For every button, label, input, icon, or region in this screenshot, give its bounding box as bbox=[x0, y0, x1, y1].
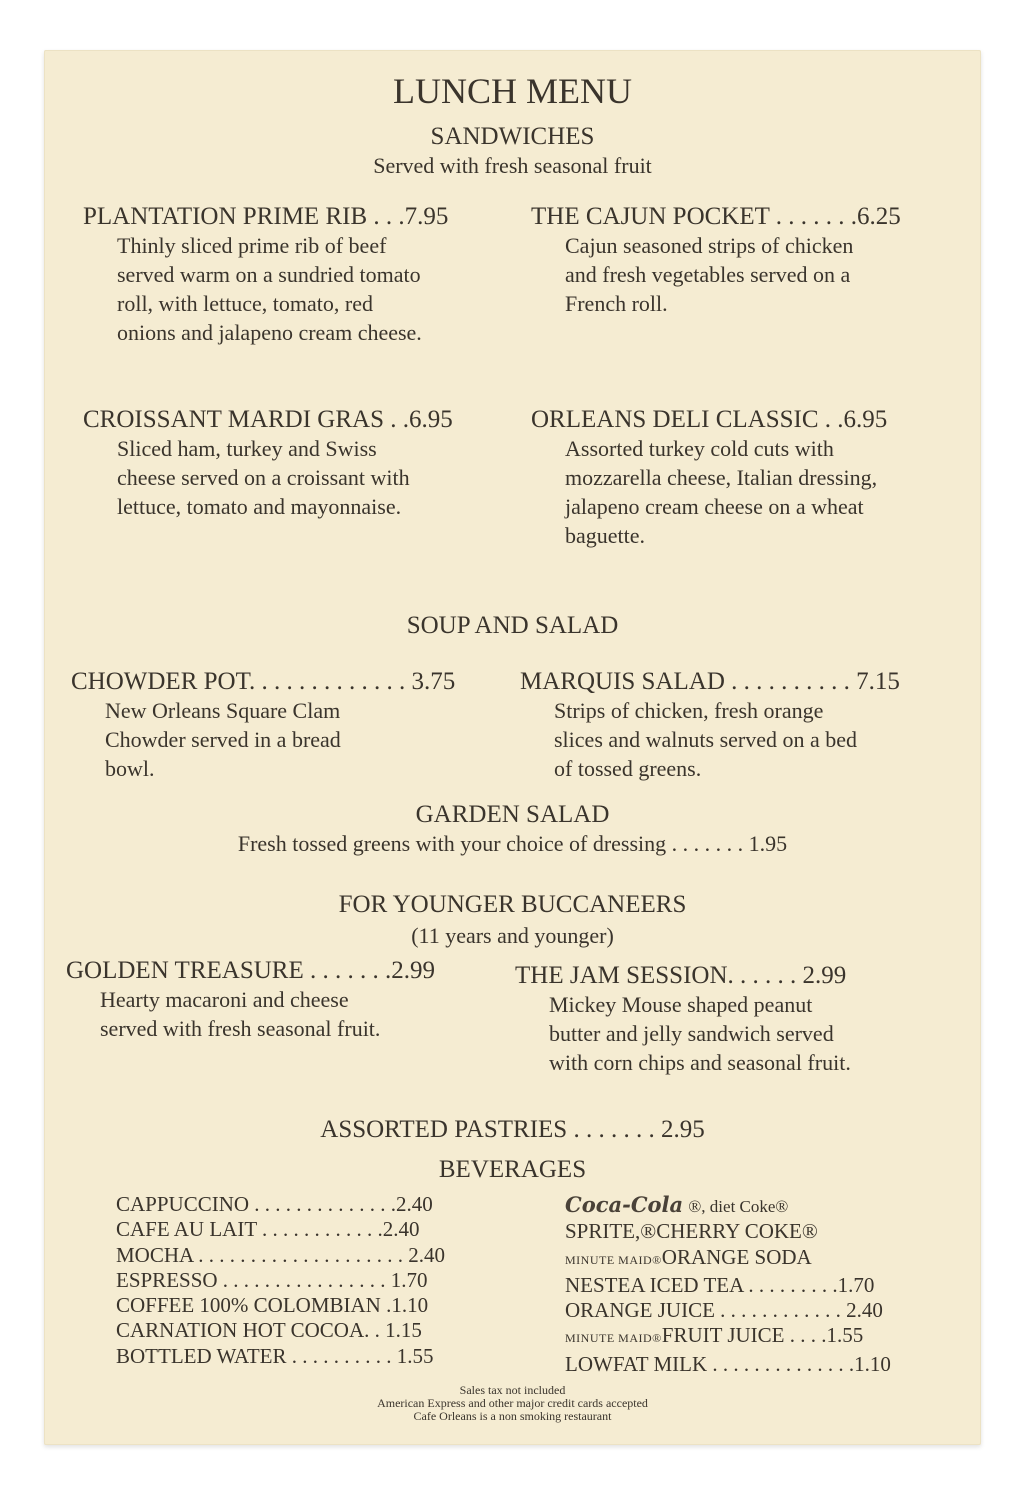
item-description bbox=[66, 985, 435, 1043]
sandwiches-subheading: Served with fresh seasonal fruit bbox=[373, 153, 652, 178]
soup-salad-heading: SOUP AND SALAD bbox=[406, 612, 619, 639]
younger-heading: FOR YOUNGER BUCCANEERS bbox=[338, 891, 687, 918]
beverage-item: ORANGE JUICE . . . . . . . . . . . . 2.40 bbox=[565, 1298, 883, 1323]
desc-line: bowl. bbox=[105, 756, 155, 781]
younger-subheading: (11 years and younger) bbox=[411, 923, 614, 948]
desc-line: Cajun seasoned strips of chicken bbox=[565, 233, 854, 258]
item-description bbox=[531, 434, 887, 550]
item-description bbox=[83, 434, 453, 521]
coca-cola-logo: Coca-Cola bbox=[565, 1192, 684, 1217]
coke-text: ®, diet Coke® bbox=[688, 1197, 789, 1216]
menu-title: LUNCH MENU bbox=[393, 71, 632, 111]
desc-line: and fresh vegetables served on a bbox=[565, 262, 851, 287]
footer-line: American Express and other major credit cards accepted bbox=[377, 1396, 648, 1410]
desc-line: Sliced ham, turkey and Swiss bbox=[117, 436, 377, 461]
desc-line: butter and jelly sandwich served bbox=[549, 1021, 834, 1046]
item-name: ORLEANS DELI CLASSIC . .6.95 bbox=[531, 406, 888, 433]
desc-line: of tossed greens. bbox=[554, 756, 702, 781]
desc-line: Strips of chicken, fresh orange bbox=[554, 698, 824, 723]
beverage-item: COFFEE 100% COLOMBIAN .1.10 bbox=[116, 1293, 429, 1318]
desc-line: baguette. bbox=[565, 523, 646, 548]
item-name: CHOWDER POT. . . . . . . . . . . . . 3.75 bbox=[71, 668, 456, 695]
beverage-item-orange-soda bbox=[565, 1245, 891, 1273]
footer-line: Sales tax not included bbox=[459, 1383, 566, 1397]
footer-notes bbox=[44, 1384, 981, 1423]
desc-line: Thinly sliced prime rib of beef bbox=[117, 233, 387, 258]
beverage-item: SPRITE,®CHERRY COKE® bbox=[565, 1219, 818, 1244]
item-description bbox=[531, 231, 901, 318]
beverage-item: BOTTLED WATER . . . . . . . . . . 1.55 bbox=[116, 1343, 434, 1368]
menu-item-prime-rib bbox=[83, 203, 448, 347]
menu-item-jam-session bbox=[515, 962, 851, 1077]
desc-line: served with fresh seasonal fruit. bbox=[100, 1016, 381, 1041]
desc-line: slices and walnuts served on a bed bbox=[554, 727, 858, 752]
desc-line: Hearty macaroni and cheese bbox=[100, 987, 349, 1012]
item-name: THE CAJUN POCKET . . . . . . .6.25 bbox=[531, 203, 901, 230]
item-name: GOLDEN TREASURE . . . . . . .2.99 bbox=[66, 957, 435, 984]
beverages-heading: BEVERAGES bbox=[438, 1156, 587, 1183]
desc-line: Chowder served in a bread bbox=[105, 727, 341, 752]
menu-item-cajun-pocket bbox=[531, 203, 901, 318]
beverages-left-column bbox=[116, 1192, 445, 1369]
desc-line: New Orleans Square Clam bbox=[105, 698, 341, 723]
menu-item-golden-treasure bbox=[66, 957, 435, 1043]
beverage-item: LOWFAT MILK . . . . . . . . . . . . . .1.10 bbox=[565, 1351, 891, 1376]
beverage-item: MOCHA . . . . . . . . . . . . . . . . . . . . 2.40 bbox=[116, 1242, 446, 1267]
menu-item-chowder-pot bbox=[71, 668, 455, 783]
item-name: THE JAM SESSION. . . . . . 2.99 bbox=[515, 962, 847, 989]
item-name: PLANTATION PRIME RIB . . .7.95 bbox=[83, 203, 449, 230]
menu-item-deli-classic bbox=[531, 406, 887, 550]
desc-line: served warm on a sundried tomato bbox=[117, 262, 421, 287]
item-name: CROISSANT MARDI GRAS . .6.95 bbox=[83, 406, 453, 433]
garden-salad-line: Fresh tossed greens with your choice of dressing . . . . . . . 1.95 bbox=[237, 831, 788, 856]
item-description bbox=[71, 696, 455, 783]
footer-line: Cafe Orleans is a non smoking restaurant bbox=[413, 1409, 612, 1423]
minute-maid-logo: MINUTE MAID® bbox=[565, 1331, 662, 1346]
item-description bbox=[520, 696, 900, 783]
beverage-item: NESTEA ICED TEA . . . . . . . . .1.70 bbox=[565, 1272, 875, 1297]
menu-item-marquis-salad bbox=[520, 668, 900, 783]
fruit-juice-label: FRUIT JUICE . . . .1.55 bbox=[661, 1323, 864, 1348]
beverage-item: CARNATION HOT COCOA. . 1.15 bbox=[116, 1318, 422, 1343]
desc-line: Mickey Mouse shaped peanut bbox=[549, 992, 813, 1017]
desc-line: Assorted turkey cold cuts with bbox=[565, 436, 834, 461]
item-name: MARQUIS SALAD . . . . . . . . . . 7.15 bbox=[520, 668, 900, 695]
beverage-item: CAFE AU LAIT . . . . . . . . . . . .2.40 bbox=[116, 1217, 420, 1242]
orange-soda-label: ORANGE SODA bbox=[661, 1244, 812, 1269]
beverage-item-coke bbox=[565, 1192, 891, 1219]
garden-salad-heading: GARDEN SALAD bbox=[415, 801, 610, 828]
desc-line: onions and jalapeno cream cheese. bbox=[117, 320, 422, 345]
desc-line: jalapeno cream cheese on a wheat bbox=[565, 494, 864, 519]
desc-line: with corn chips and seasonal fruit. bbox=[549, 1050, 851, 1075]
desc-line: roll, with lettuce, tomato, red bbox=[117, 291, 373, 316]
beverage-item: ESPRESSO . . . . . . . . . . . . . . . . 1.70 bbox=[116, 1267, 428, 1292]
pastries-line: ASSORTED PASTRIES . . . . . . . 2.95 bbox=[320, 1116, 705, 1143]
desc-line: lettuce, tomato and mayonnaise. bbox=[117, 494, 402, 519]
item-description bbox=[515, 990, 851, 1077]
desc-line: French roll. bbox=[565, 291, 668, 316]
beverage-item: CAPPUCCINO . . . . . . . . . . . . . .2.40 bbox=[116, 1192, 433, 1216]
desc-line: cheese served on a croissant with bbox=[117, 465, 410, 490]
beverages-right-column bbox=[565, 1192, 891, 1377]
minute-maid-logo: MINUTE MAID® bbox=[565, 1252, 662, 1267]
item-description bbox=[83, 231, 448, 347]
beverage-item-fruit-juice bbox=[565, 1323, 891, 1351]
desc-line: mozzarella cheese, Italian dressing, bbox=[565, 465, 878, 490]
menu-item-croissant bbox=[83, 406, 453, 521]
menu-card bbox=[44, 50, 981, 1445]
sandwiches-heading: SANDWICHES bbox=[430, 123, 595, 150]
